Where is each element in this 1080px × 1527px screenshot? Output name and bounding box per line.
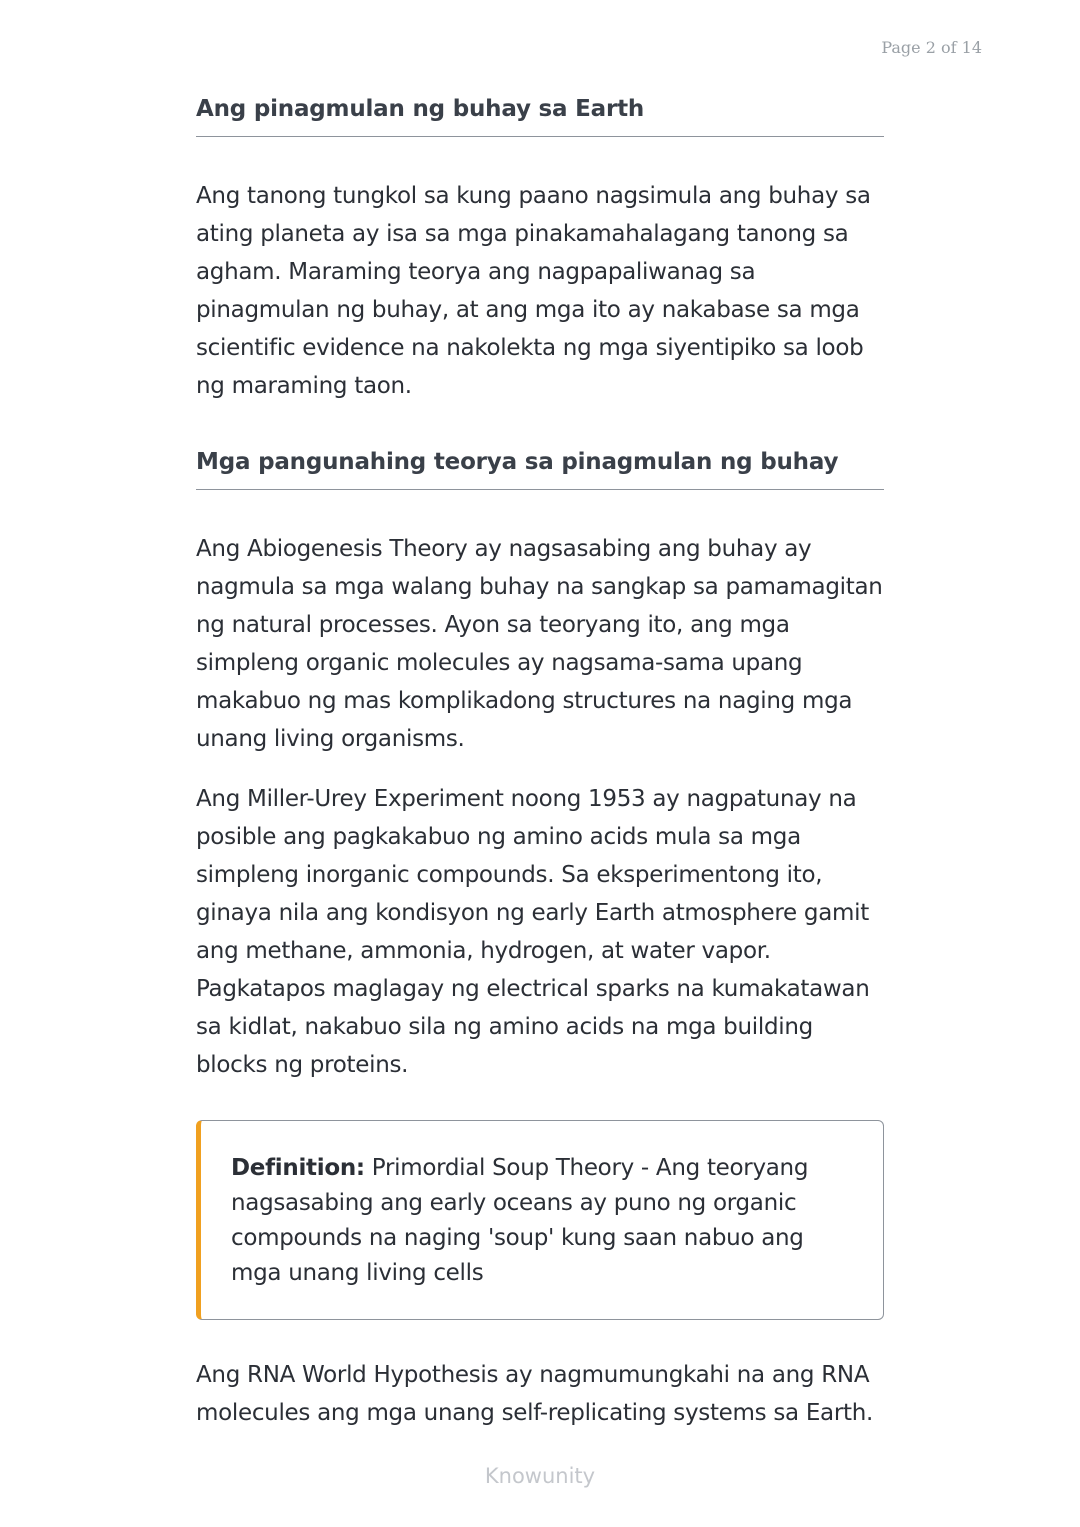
definition-text: Primordial Soup Theory - Ang teoryang nagsasabing ang early oceans ay puno ng organic compounds na naging 'soup' kung saan nabuo ang mga unang living cells (231, 1155, 809, 1286)
definition-callout (196, 1120, 884, 1320)
section-heading-origin-of-life: Ang pinagmulan ng buhay sa Earth (196, 96, 884, 137)
paragraph-abiogenesis: Ang Abiogenesis Theory ay nagsasabing ang buhay ay nagmula sa mga walang buhay na sangkap sa pamamagitan ng natural processes. Ayon sa teoryang ito, ang mga simpleng organic molecules ay nagsama-sama upang makabuo ng mas komplikadong structures na naging mga unang living organisms. (196, 536, 883, 752)
footer-brand-logo: Knowunity (484, 1464, 596, 1488)
definition-label: Definition: (231, 1155, 365, 1181)
section-heading-main-theories: Mga pangunahing teorya sa pinagmulan ng buhay (196, 449, 884, 490)
page-number: Page 2 of 14 (881, 38, 982, 57)
paragraph-miller-urey: Ang Miller-Urey Experiment noong 1953 ay nagpatunay na posible ang pagkakabuo ng amino acids mula sa mga simpleng inorganic compounds. Sa eksperimentong ito, ginaya nila ang kondisyon ng early Earth atmosphere gamit ang methane, ammonia, hydrogen, at water vapor. Pagkatapos maglagay ng electrical sparks na kumakatawan sa kidlat, nakabuo sila ng amino acids na mga building blocks ng proteins. (196, 786, 870, 1078)
paragraph-intro: Ang tanong tungkol sa kung paano nagsimula ang buhay sa ating planeta ay isa sa mga pinakamahalagang tanong sa agham. Maraming teorya ang nagpapaliwanag sa pinagmulan ng buhay, at ang mga ito ay nakabase sa mga scientific evidence na nakolekta ng mga siyentipiko sa loob ng maraming taon. (196, 183, 871, 399)
document-content (196, 96, 884, 1432)
paragraph-rna-world: Ang RNA World Hypothesis ay nagmumungkahi na ang RNA molecules ang mga unang self-replicating systems sa Earth. (196, 1362, 874, 1426)
